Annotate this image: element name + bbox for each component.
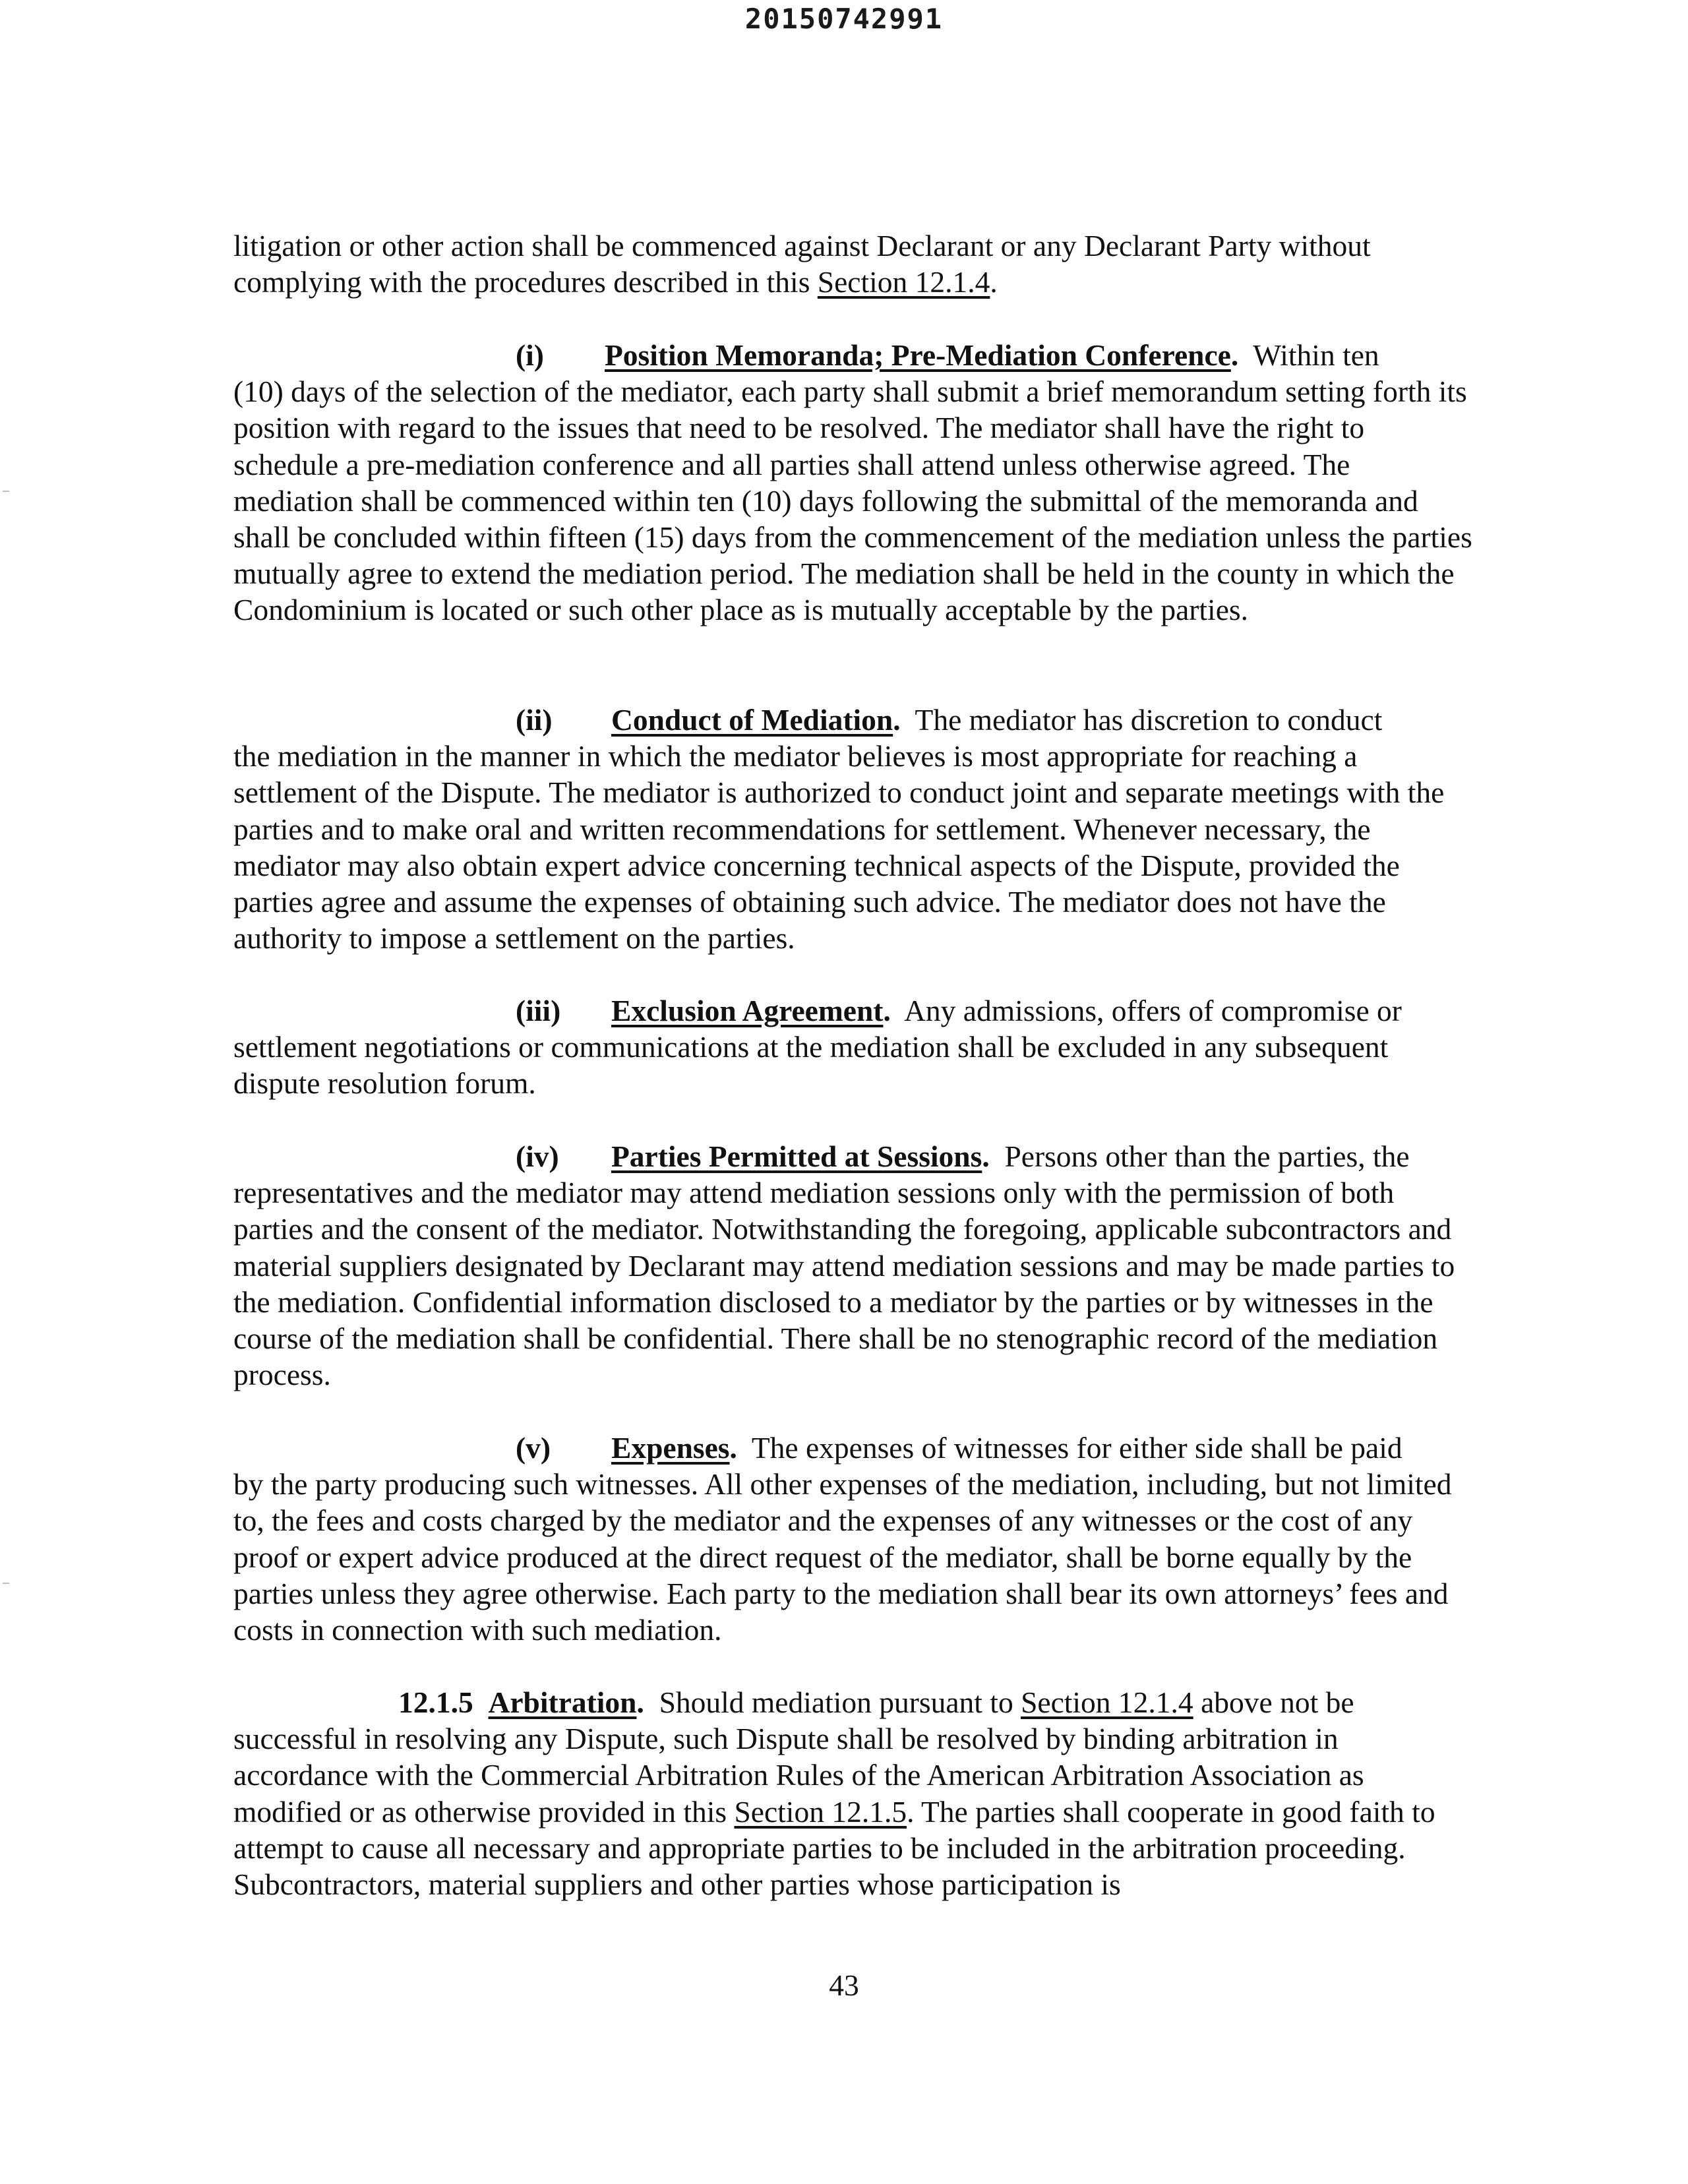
section-lead-text: The mediator has discretion to conduct [915, 703, 1383, 737]
arbitration-body-b: . The parties shall cooperate in good faith to attempt to cause all necessary and appropriate parties to be included in the arbitration proceeding. Subcontractors, material suppliers and other parties whose participation is [233, 1794, 1435, 1902]
intro-paragraph [233, 228, 1473, 300]
section-body: by the party producing such witnesses. All other expenses of the mediation, including, but not limited to, the fees and costs charged by the mediator and the expenses of any witnesses or the cost of any proof or expert advice produced at the direct request of the mediator, shall be borne equally by the parties unless they agree otherwise. Each party to the mediation shall bear its own attorneys’ fees and costs in connection with such mediation. [233, 1467, 1452, 1647]
section-number: (i) [516, 338, 544, 372]
section-lead-text: Any admissions, offers of compromise or [904, 994, 1402, 1027]
section-iii [233, 992, 1473, 1102]
section-body: representatives and the mediator may attend mediation sessions only with the permission of both parties and the consent of the mediator. Notwithstanding the foregoing, applicable subcontractors and material suppliers designated by Declarant may attend mediation sessions and may be made parties to the mediation. Confidential information disclosed to a mediator by the parties or by witnesses in the course of the mediation shall be confidential. There shall be no stenographic record of the mediation process. [233, 1176, 1455, 1392]
section-body: settlement negotiations or communications at the mediation shall be excluded in any subsequent dispute resolution forum. [233, 1030, 1389, 1101]
section-heading: Arbitration [488, 1685, 637, 1719]
section-ii-heading-line: (ii) Conduct of Mediation. The mediator has discretion to conduct [233, 703, 1382, 737]
section-heading: Exclusion Agreement [611, 994, 884, 1027]
section-iv [233, 1138, 1473, 1393]
section-body: (10) days of the selection of the mediator, each party shall submit a brief memorandum setting forth its position with regard to the issues that need to be resolved. The mediator shall have the right to schedule a pre-mediation conference and all parties shall attend unless otherwise agreed. The mediation shall be commenced within ten (10) days following the submittal of the memoranda and shall be concluded within fifteen (15) days from the commencement of the mediation unless the parties mutually agree to extend the mediation period. The mediation shall be held in the county in which the Condominium is located or such other place as is mutually acceptable by the parties. [233, 375, 1472, 627]
section-number: (iii) [516, 994, 561, 1027]
section-number: 12.1.5 [398, 1685, 473, 1719]
section-reference: Section 12.1.4 [1021, 1685, 1193, 1719]
page-number: 43 [829, 1968, 859, 2002]
section-iii-heading-line: (iii) Exclusion Agreement. Any admissions, offers of compromise or [233, 994, 1402, 1027]
arbitration-heading-line: 12.1.5 Arbitration. Should mediation pursuant to Section 12.1.4 above not be [233, 1685, 1354, 1719]
section-12-1-5 [233, 1684, 1473, 1902]
section-ii [233, 702, 1473, 956]
scan-margin-mark [3, 491, 9, 492]
section-i-heading-line: (i) Position Memoranda; Pre-Mediation Conference. Within ten [233, 338, 1379, 372]
section-number: (ii) [516, 703, 553, 737]
section-iv-heading-line: (iv) Parties Permitted at Sessions. Persons other than the parties, the [233, 1139, 1410, 1173]
intro-text-1: litigation or other action shall be commenced against Declarant or any Declarant Party without complying with the procedures described in this [233, 229, 1371, 299]
arbitration-lead-text-2: above not be [1193, 1685, 1354, 1719]
section-heading: Position Memoranda; Pre-Mediation Conference [605, 338, 1231, 372]
section-heading: Conduct of Mediation [611, 703, 893, 737]
section-reference: Section 12.1.4 [817, 265, 990, 299]
section-lead-text: Persons other than the parties, the [1004, 1139, 1410, 1173]
section-number: (iv) [516, 1139, 559, 1173]
document-number: 20150742991 [744, 3, 944, 35]
section-heading: Expenses [611, 1431, 730, 1465]
section-v-heading-line: (v) Expenses. The expenses of witnesses for either side shall be paid [233, 1431, 1402, 1465]
section-heading: Parties Permitted at Sessions [611, 1139, 982, 1173]
arbitration-lead-text: Should mediation pursuant to [659, 1685, 1021, 1719]
section-v [233, 1430, 1473, 1648]
section-lead-text: The expenses of witnesses for either side shall be paid [751, 1431, 1402, 1465]
section-body: the mediation in the manner in which the mediator believes is most appropriate for reaching a settlement of the Dispute. The mediator is authorized to conduct joint and separate meetings with the parties and to make oral and written recommendations for settlement. Whenever necessary, the mediator may also obtain expert advice concerning technical aspects of the Dispute, provided the parties agree and assume the expenses of obtaining such advice. The mediator does not have the authority to impose a settlement on the parties. [233, 739, 1445, 956]
arbitration-body-a: successful in resolving any Dispute, such Dispute shall be resolved by binding arbitration in accordance with the Commercial Arbitration Rules of the American Arbitration Association as modified or as otherwise provided in this [233, 1722, 1364, 1829]
scan-margin-mark [3, 1583, 9, 1584]
section-i [233, 337, 1473, 628]
section-reference: Section 12.1.5 [734, 1794, 907, 1829]
section-lead-text: Within ten [1253, 338, 1379, 372]
section-number: (v) [516, 1431, 551, 1465]
intro-text-2: . [990, 265, 998, 299]
